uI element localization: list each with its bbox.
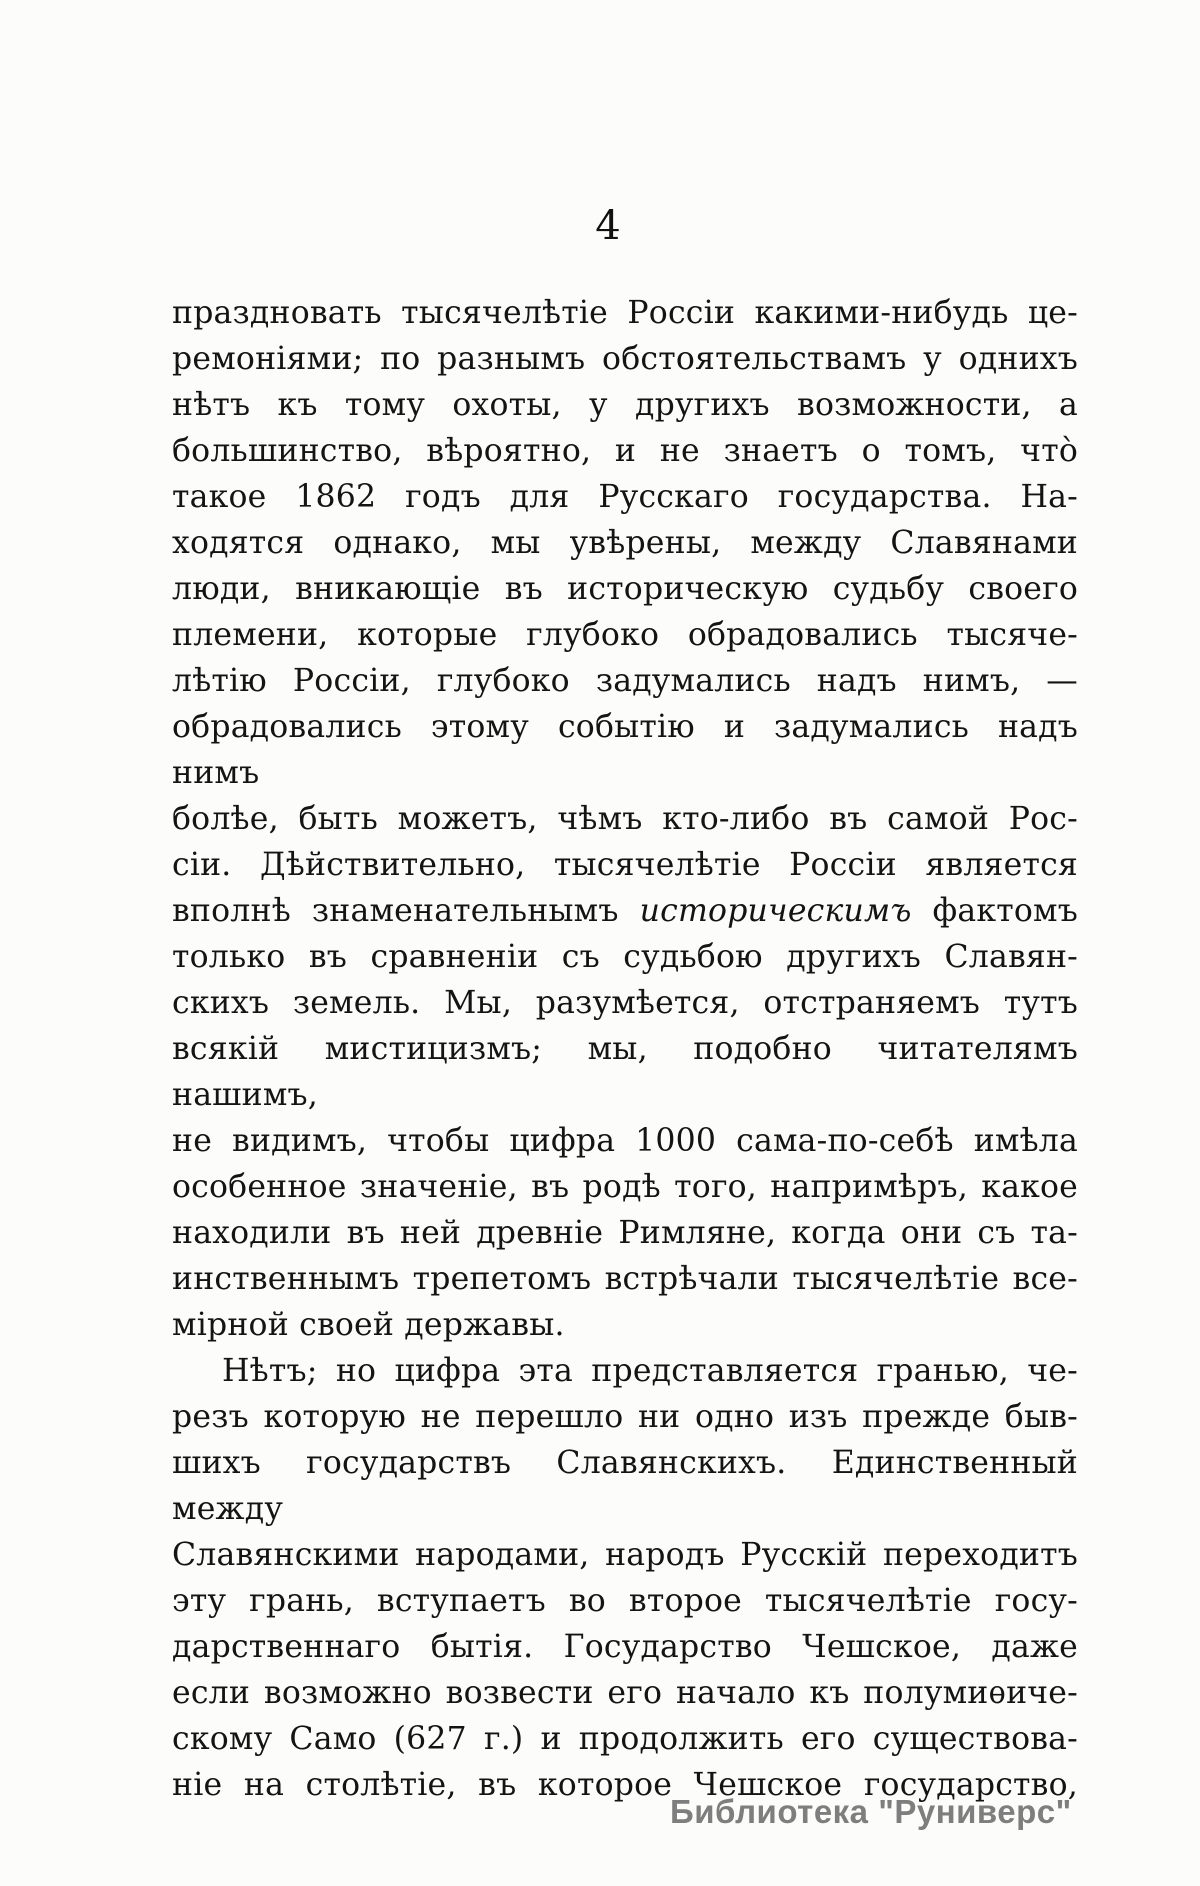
text-line: инственнымъ трепетомъ встрѣчали тысячелѣтіе все- [172,1261,1078,1297]
text-line: люди, вникающіе въ историческую судьбу своего [172,571,1078,607]
text-line: если возможно возвести его начало къ полумиѳиче- [172,1675,1078,1711]
text-line: большинство, вѣроятно, и не знаетъ о томъ, что̀ [172,433,1078,469]
text-line: дарственнаго бытія. Государство Чешское, даже [172,1629,1078,1665]
text-line: такое 1862 годъ для Русскаго государства. На- [172,479,1078,515]
text-line: Славянскими народами, народъ Русскій переходитъ [172,1537,1078,1573]
text-line: не видимъ, чтобы цифра 1000 сама-по-себѣ имѣла [172,1123,1078,1159]
text-line: особенное значеніе, въ родѣ того, напримѣръ, какое [172,1169,1078,1205]
text-line: племени, которые глубоко обрадовались тысяче- [172,617,1078,653]
page-number: 4 [595,203,621,249]
runivers-library-watermark: Библиотека "Руниверс" [670,1793,1072,1830]
text-line [172,888,1078,934]
text-segment: вполнѣ знаменательнымъ [172,893,640,929]
text-line: мірной своей державы. [172,1307,565,1343]
text-line: праздновать тысячелѣтіе Россіи какими-нибудь це- [172,295,1078,331]
text-line: ходятся однако, мы увѣрены, между Славянами [172,525,1078,561]
text-line: лѣтію Россіи, глубоко задумались надъ нимъ, — [172,663,1078,699]
italic-word: историческимъ [639,893,912,929]
text-line: ніе на столѣтіе, въ которое Чешское государство, [172,1767,1078,1803]
text-line: находили въ ней древніе Римляне, когда они съ та- [172,1215,1078,1251]
text-line: эту грань, вступаетъ во второе тысячелѣтіе госу- [172,1583,1078,1619]
text-line: Нѣтъ; но цифра эта представляется гранью, че- [222,1353,1078,1389]
text-line: шихъ государствъ Славянскихъ. Единственный между [172,1445,1078,1527]
text-line: нѣтъ къ тому охоты, у другихъ возможности, а [172,387,1078,423]
text-line: резъ которую не перешло ни одно изъ прежде быв- [172,1399,1078,1435]
text-line: всякій мистицизмъ; мы, подобно читателямъ нашимъ, [172,1031,1078,1113]
text-line: ремоніями; по разнымъ обстоятельствамъ у однихъ [172,341,1078,377]
text-line: только въ сравненіи съ судьбою другихъ Славян- [172,939,1078,975]
text-line: обрадовались этому событію и задумались надъ нимъ [172,709,1078,791]
body-text [172,290,1078,1808]
text-line: скому Само (627 г.) и продолжить его существова- [172,1721,1078,1757]
text-line: болѣе, быть можетъ, чѣмъ кто-либо въ самой Рос- [172,801,1078,837]
text-line: скихъ земель. Мы, разумѣется, отстраняемъ тутъ [172,985,1078,1021]
text-line: сіи. Дѣйствительно, тысячелѣтіе Россіи является [172,847,1078,883]
text-segment: фактомъ [911,893,1078,929]
